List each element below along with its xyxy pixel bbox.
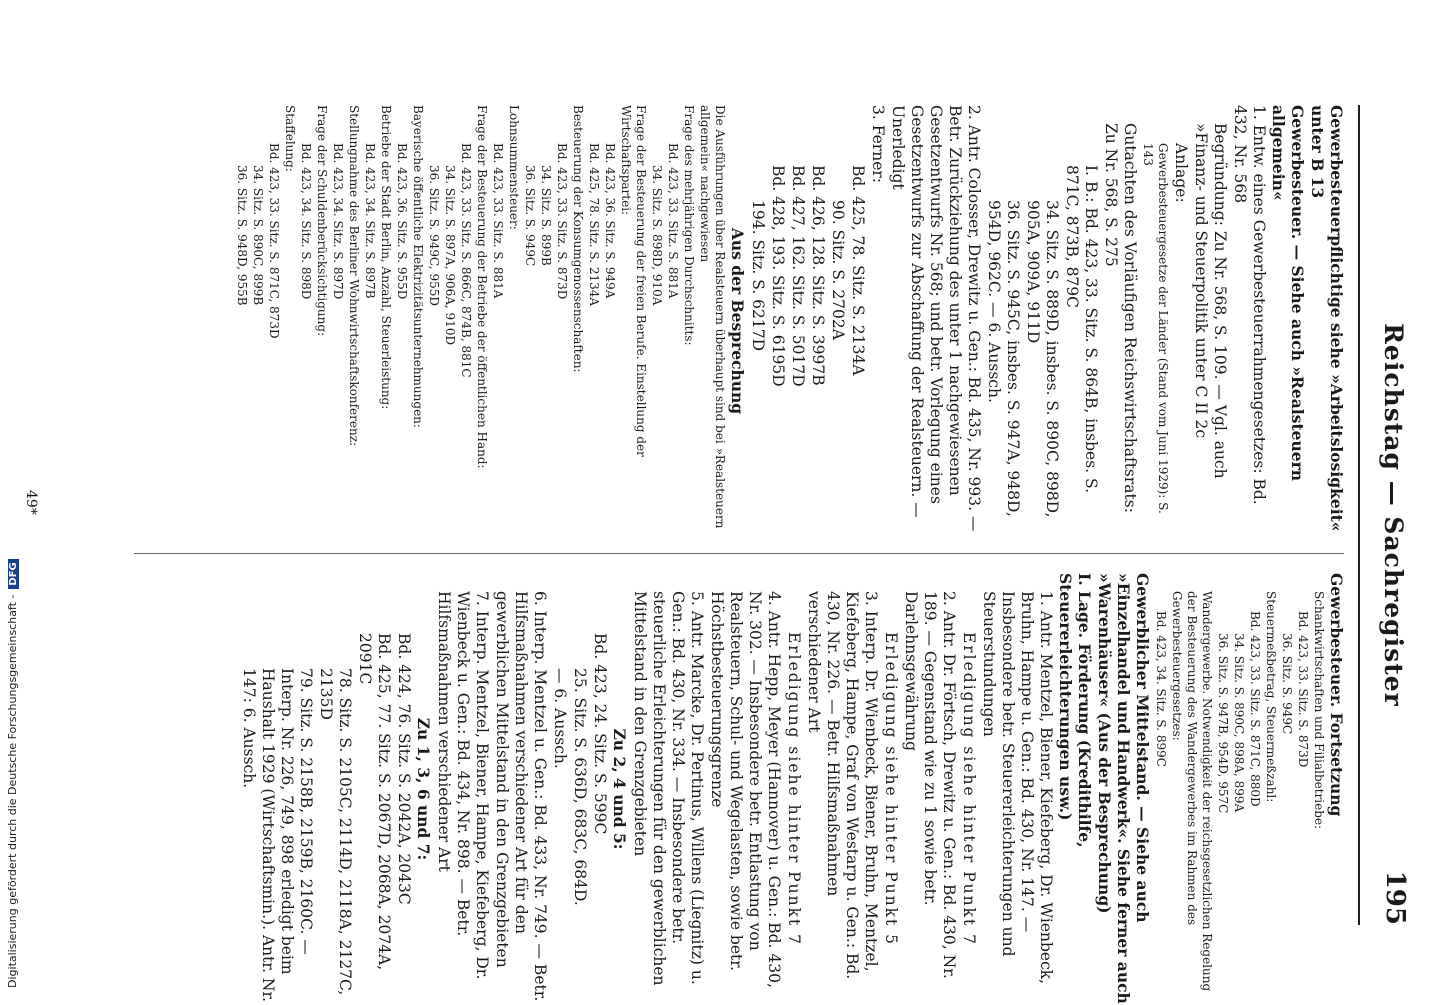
register-entry: Stellungnahme des Berliner Wohnwirtschaftskonferenz: xyxy=(347,105,361,447)
funding-text: Digitalisierung gefördert durch die Deutsche Forschungsgemeinschaft - xyxy=(6,594,19,988)
register-entry: Erledigung siehe hinter Punkt 7 xyxy=(785,631,803,947)
register-entry: Gutachten des Vorläufigen Reichswirtschaftsrats: Zu Nr. 568, S. 275 xyxy=(1102,123,1139,513)
register-entry: Betriebe der Stadt Berlin, Anzahl, Steuerleistung: xyxy=(379,105,393,410)
register-entry: 25. Sitz. S. 636D, 683C, 684D. xyxy=(571,668,589,906)
page-title: Reichstag — Sachregister xyxy=(1379,323,1408,707)
register-entry: 36. Sitz. S. 949C xyxy=(523,165,537,267)
register-entry: 36. Sitz. S. 949C xyxy=(1280,633,1294,735)
funding-note xyxy=(6,8,20,988)
register-entry: 34. Sitz. S. 898D, 910A xyxy=(650,165,664,306)
register-entry: 34. Sitz. S. 897A, 906A, 910D xyxy=(443,165,457,346)
register-entry: 36. Sitz. S. 948D, 955B xyxy=(235,165,249,306)
left-column xyxy=(233,105,1346,537)
register-entry: Zu 2, 4 und 5: xyxy=(610,728,629,850)
register-entry: Bd. 423, 33. Sitz. S. 873D xyxy=(1296,611,1310,768)
register-entry: Gewerbesteuergesetze der Länder (Stand vom Juni 1929): S. 143 xyxy=(1141,143,1170,514)
register-entry: Erledigung siehe hinter Punkt 7 xyxy=(960,631,978,947)
register-entry: 34. Sitz. S. 889D, insbes. S. 890C, 898D, 905A, 909A, 911D xyxy=(1024,200,1061,518)
register-entry: 34. Sitz. S. 890C, 899B xyxy=(251,165,265,306)
register-entry: 7. Interp. Mentzel, Biener, Hampe, Kiefeberg, Dr. Wienbeck u. Gen.: Bd. 434, Nr. 898. — Betr. Hilfsmaßnahmen verschiedener Art xyxy=(435,591,491,980)
dfg-logo: DFG xyxy=(8,559,19,588)
register-entry: 78. Sitz. S. 2105C, 2114D, 2118A, 2127C, 2135D xyxy=(317,668,354,996)
signature-mark: 49* xyxy=(23,490,39,515)
register-entry: 34. Sitz. S. 890C, 898A, 899A xyxy=(1232,633,1246,813)
page-header xyxy=(1356,105,1416,925)
register-entry: Zu 1, 3, 6 und 7: xyxy=(414,717,433,861)
register-entry: I. Lage. Förderung (Kredithilfe, Steuererleichterungen usw.) xyxy=(1056,573,1094,848)
register-entry: Erledigung siehe hinter Punkt 5 xyxy=(882,631,900,947)
register-entry: Bd. 423, 36. Sitz. S. 955D xyxy=(395,143,409,300)
register-entry: Bd. 427, 162. Sitz. S. 5017D xyxy=(789,165,807,387)
register-entry: — 6. Aussch. xyxy=(551,668,569,769)
register-entry: Bd. 425, 78. Sitz. S. 2134A xyxy=(587,143,601,307)
register-entry: Bd. 423, 33. Sitz. S. 871C, 880D xyxy=(1248,611,1262,807)
register-entry: Staffelung: xyxy=(283,105,297,172)
page-number: 195 xyxy=(1380,870,1410,925)
register-entry: 36. Sitz. S. 949C, 955D xyxy=(427,165,441,306)
register-entry: Bd. 424, 76. Sitz. S. 2042A, 2043C xyxy=(395,633,413,905)
register-entry: 2. Antr. Dr. Förtsch, Drewitz u. Gen.: Bd. 430, Nr. 189. — Gegenstand wie zu 1 sowie betr. Darlehnsgewährung xyxy=(902,591,958,979)
register-entry: Lohnsummensteuer: xyxy=(507,105,521,230)
register-entry: Begründung: Zu Nr. 568, S. 109. — Vgl. auch »Finanz- und Steuerpolitik unter C II 2c xyxy=(1192,123,1229,479)
register-entry: Gewerblicher Mittelstand. — Siehe auch »Einzelhandel und Handwerk«. Siehe ferner auch »Warenhäuser« (Aus der Besprechung) xyxy=(1095,573,1152,1004)
register-entry: Bd. 423, 33. Sitz. S. 881A xyxy=(666,143,680,299)
register-entry: Schankwirtschaften und Filialbetriebe: xyxy=(1312,591,1326,830)
register-entry: Bd. 428, 193. Sitz. S. 6195D xyxy=(769,165,787,387)
register-entry: Bd. 423, 34. Sitz. S. 898D xyxy=(299,143,313,300)
register-entry: Steuermeßbetrag, Steuermeßzahl: xyxy=(1264,591,1278,803)
register-entry: 36. Sitz. S. 947B, 954D, 957C xyxy=(1216,633,1230,814)
register-entry: 194. Sitz. S. 6217D xyxy=(749,200,767,352)
register-entry: Gewerbesteuerpflichtige siehe »Arbeitslosigkeit« unter B 13 xyxy=(1308,105,1346,532)
register-entry: Bd. 423, 33. Sitz. S. 866C, 874B, 881C xyxy=(459,143,473,378)
register-entry: Bd. 423, 33. Sitz. S. 873D xyxy=(555,143,569,300)
register-entry: 1. Antr. Mentzel, Biener, Kiefeberg, Dr. Wienbeck, Bruhn, Hampe u. Gen.: Bd. 430, Nr. 147. — Insbesondere betr. Steuererleichterungen und Steuerstundungen xyxy=(980,591,1055,985)
register-entry: Frage des mehrjährigen Durchschnitts: xyxy=(682,105,696,346)
register-entry: Aus der Besprechung xyxy=(728,227,747,415)
register-entry: Bayerische öffentliche Elektrizitätsunternehmungen: xyxy=(411,105,425,428)
register-entry: 6. Interp. Mentzel u. Gen.: Bd. 433, Nr. 749. — Betr. Hilfsmaßnahmen verschiedener Art für den gewerblichen Mittelstand in den Grenzgebieten xyxy=(493,591,549,1002)
header-rule xyxy=(1358,105,1360,925)
register-entry: Bd. 425, 77. Sitz. S. 2067D, 2068A, 2074A, 2091C xyxy=(356,633,393,971)
register-entry: Bd. 423, 34. Sitz. S. 899C xyxy=(1154,611,1168,767)
register-entry: 34. Sitz. S. 899B xyxy=(539,165,553,266)
register-entry: Bd. 425, 78. Sitz. S. 2134A xyxy=(849,165,867,376)
register-entry: Frage der Besteuerung der freien Berufe. Einstellung der Wirtschaftspartei: xyxy=(619,105,648,457)
register-entry: Gewerbesteuer. — Siehe auch »Realsteuern allgemein« xyxy=(1269,105,1307,482)
register-entry: Gewerbesteuer. Fortsetzung xyxy=(1327,573,1346,817)
register-entry: Frage der Schuldenberücksichtigung: xyxy=(315,105,329,337)
register-entry: Die Ausführungen über Realsteuern überhaupt sind bei »Realsteuern allgemein« nachgewiesen xyxy=(698,105,727,529)
register-entry: Bd. 423, 34. Sitz. S. 897B xyxy=(363,143,377,299)
column-divider xyxy=(134,553,1344,554)
register-entry: Frage der Besteuerung der Betriebe der öffentlichen Hand: xyxy=(475,105,489,469)
register-entry: Anlage: xyxy=(1172,143,1190,203)
register-entry: 3. Ferner: xyxy=(869,105,887,183)
register-entry: Bd. 423, 34. Sitz. S. 897D xyxy=(331,143,345,300)
register-entry: 2. Antr. Colosser, Drewitz u. Gen.: Bd. 435, Nr. 993. — Betr. Zurückziehung des unter 1 nachgewiesenen Gesetzentwurfs Nr. 568; und betr. Vorlegung eines Gesetzentwurfs zur Abschaffung der Realsteuern. — Unerledigt xyxy=(889,105,983,532)
register-entry: 4. Antr. Hepp, Meyer (Hannover) u. Gen.: Bd. 430, Nr. 302. — Insbesondere betr. Entlastung von Realsteuern, Schul- und Wegelasten, sowie betr. Höchstbesteuerungsgrenze xyxy=(708,591,783,988)
register-entry: Bd. 426, 128. Sitz. S. 3997B xyxy=(809,165,827,386)
register-entry: Bd. 423, 33. Sitz. S. 871C, 873D xyxy=(267,143,281,339)
funding-sidebar xyxy=(0,0,20,1000)
register-entry: 90. Sitz. S. 2702A xyxy=(829,200,847,340)
register-entry: Bd. 423, 36. Sitz. S. 949A xyxy=(603,143,617,299)
register-entry: Wandergewerbe. Notwendigkeit der reichsgesetzlichen Regelung der Besteuerung des Wandergewerbes im Rahmen des Gewerbesteuergesetzes: xyxy=(1170,591,1214,992)
register-entry: I. B.: Bd. 423, 33. Sitz. S. 864B, insbes. S. 871C, 873B, 879C xyxy=(1063,165,1100,493)
register-entry: 36. Sitz. S. 945C, insbes. S. 947A, 948D, 954D, 962C. — 6. Aussch. xyxy=(985,200,1022,517)
register-entry: Bd. 423, 24. Sitz. S. 599C xyxy=(591,633,609,835)
register-entry: 5. Antr. Marcke, Dr. Pertinus, Willens (Liegnitz) u. Gen.: Bd. 430, Nr. 334. — Insbesondere betr. steuerliche Erleichterungen für den gewerblichen Mittelstand in den Grenzgebieten xyxy=(631,591,706,986)
right-column xyxy=(238,573,1346,1005)
register-entry: Bd. 423, 33. Sitz. S. 881A xyxy=(491,143,505,299)
register-entry: 3. Interp. Dr. Wienbeck, Biener, Bruhn, Mentzel, Kiefeberg, Hampe, Graf von Westarp u. Gen.: Bd. 430, Nr. 226. — Betr. Hilfsmaßnahmen verschiedener Art xyxy=(805,591,880,980)
register-entry: 79. Sitz. S. 2158B, 2159B, 2160C. — Interp. Nr. 226, 749, 898 erledigt beim Haushalt 1929 (Wirtschaftsmin.). Antr. Nr. 147: 6. Aussch. xyxy=(240,668,315,1003)
register-entry: 1. Entw. eines Gewerbesteuerrahmengesetzes: Bd. 432, Nr. 568 xyxy=(1231,105,1268,505)
register-entry: Besteuerung der Konsumgenossenschaften: xyxy=(571,105,585,373)
